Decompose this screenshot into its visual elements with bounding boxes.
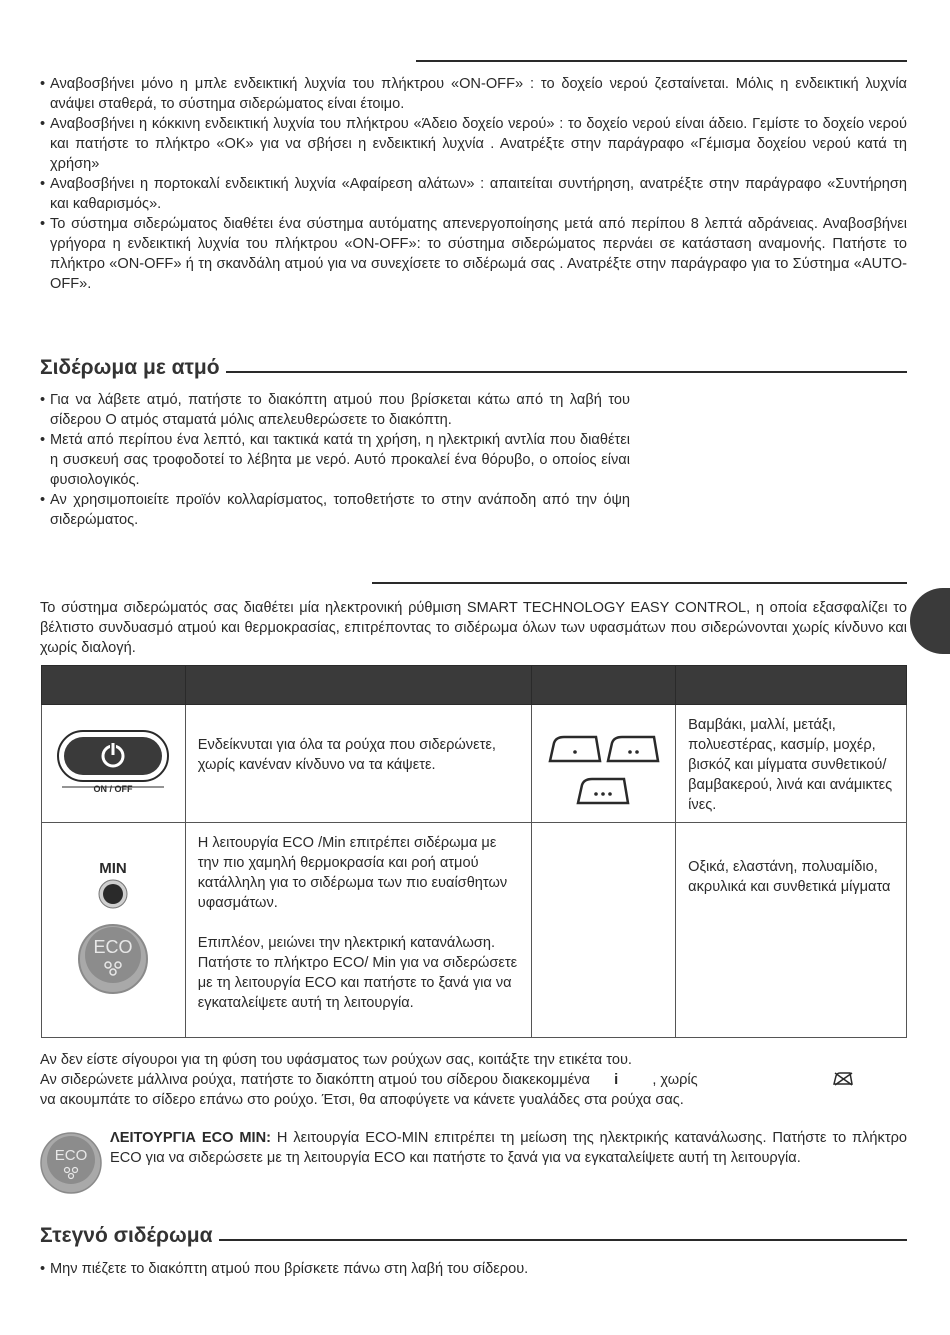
eco-label: ECO — [93, 937, 133, 957]
eco-min-label: ΛΕΙΤΟΥΡΓΙΑ ECO MIN: — [110, 1130, 271, 1146]
iron-symbols-cell — [532, 705, 676, 823]
top-section-rule — [416, 60, 907, 62]
table-header-cell — [42, 666, 186, 705]
mode-description-cell — [185, 823, 532, 1038]
heading-rule — [219, 1239, 907, 1241]
steam-ironing-heading — [40, 356, 907, 380]
min-eco-icon-cell — [42, 823, 186, 1038]
ironing-modes-table — [41, 665, 907, 1038]
chapter-tab — [910, 588, 950, 654]
table-header-row — [42, 666, 907, 705]
dry-bullet: • Μην πιέζετε το διακόπτη ατμού που βρίσκετε πάνω στη λαβή του σίδερου. — [40, 1259, 907, 1279]
min-eco-button-icon — [64, 859, 174, 1009]
note-line-2-i: i — [614, 1072, 619, 1088]
onoff-button-icon — [56, 729, 170, 793]
row2-description-1: Η λειτουργία ECO /Min επιτρέπει σιδέρωμα με την πιο χαμηλή θερμοκρασία και ροή ατμού κατάλληλη για το σιδέρωμα των πιο ευαίσθητων υφασμάτων. — [197, 835, 508, 911]
heading-rule — [226, 371, 907, 373]
dry-ironing-title: Στεγνό σιδέρωμα — [40, 1224, 213, 1247]
steam-ironing-title: Σιδέρωμα με ατμό — [40, 356, 220, 379]
note-line-1: Αν δεν είστε σίγουροι για τη φύση του υφάσματος των ρούχων σας, κοιτάξτε την ετικέτα του. — [40, 1052, 632, 1068]
status-bullet: • Αναβοσβήνει η πορτοκαλί ενδεικτική λυχνία «Αφαίρεση αλάτων» : απαιτείται συντήρηση, ανατρέξτε στην παράγραφο «Συντήρηση και καθαρισμός». — [40, 174, 907, 214]
table-header-cell — [532, 666, 676, 705]
eco-min-description: Η λειτουργία ECO-MIN επιτρέπει τη μείωση της ηλεκτρικής κατανάλωσης. Πατήστε το πλήκτρο ECO για να σιδερώσετε με τη λειτουργία ECO και πατήστε το ξανά για να εγκαταλείψετε αυτή τη λειτουργία. — [110, 1130, 907, 1166]
smart-tech-intro: Το σύστημα σιδερώματός σας διαθέτει μία ηλεκτρονική ρύθμιση SMART TECHNOLOGY EASY CONTROL, η οποία εξασφαλίζει το βέλτιστο συνδυασμό ατμού και θερμοκρασίας, επιτρέποντας το σιδέρωμα όλων των υφασμάτων που σιδερώνονται χωρίς κίνδυνο και χωρίς διαλογή. — [40, 600, 907, 656]
eco-icon-label: ECO — [54, 1147, 88, 1164]
note-line-2-tail: , χωρίς — [652, 1072, 698, 1088]
mode-description-cell — [185, 705, 532, 823]
table-header-cell — [676, 666, 907, 705]
eco-icon — [40, 1132, 102, 1194]
table-row — [42, 823, 907, 1038]
eco-min-note — [40, 1128, 907, 1168]
steam-bullet: • Αν χρησιμοποιείτε προϊόν κολλαρίσματος, τοποθετήστε το στην ανάποδη από την όψη σιδερώματος. — [40, 490, 630, 530]
eco-min-text — [110, 1128, 907, 1168]
row1-fabrics: Βαμβάκι, μαλλί, μετάξι, πολυεστέρας, κασμίρ, μοχέρ, βισκόζ και μίγματα συνθετικού/βαμβακερού, λινά και ανάμικτες ίνες. — [688, 717, 893, 813]
steam-bullet: • Για να λάβετε ατμό, πατήστε το διακόπτη ατμού που βρίσκεται κάτω από τη λαβή του σίδερου Ο ατμός σταματά μόλις απελευθερώσετε το διακόπτη. — [40, 390, 630, 430]
note-line-3: να ακουμπάτε το σίδερο επάνω στο ρούχο. Έτσι, θα αποφύγετε να κάνετε γυαλάδες στα ρούχα σας. — [40, 1092, 684, 1108]
row2-description-2: Επιπλέον, μειώνει την ηλεκτρική κατανάλωση. Πατήστε το πλήκτρο ECO/ Min για να σιδερώσετε με τη λειτουργία ECO και πατήστε το ξανά για να εγκαταλείψετε αυτή τη λειτουργία. — [197, 935, 518, 1011]
status-bullet: • Αναβοσβήνει μόνο η μπλε ενδεικτική λυχνία του πλήκτρου «ON-OFF» : το δοχείο νερού ζεσταίνεται. Μόλις η ενδεικτική λυχνία ανάψει σταθερά, το σύστημα σιδερώματος είναι έτοιμο. — [40, 74, 907, 114]
dry-bullet-list — [40, 1259, 907, 1279]
fabric-types-cell — [676, 823, 907, 1038]
fabric-types-cell — [676, 705, 907, 823]
steam-bullet-list — [40, 390, 630, 530]
note-line-2-text: Αν σιδερώνετε μάλλινα ρούχα, πατήστε το διακόπτη ατμού του σίδερου διακεκομμένα — [40, 1072, 590, 1088]
status-bullet: • Αναβοσβήνει η κόκκινη ενδεικτική λυχνία του πλήκτρου «Άδειο δοχείο νερού» : το δοχείο νερού είναι άδειο. Γεμίστε το δοχείο νερού και πατήστε το πλήκτρο «OK» για να σβήσει η ενδεικτική λυχνία . Ανατρέξτε στην παράγραφο «Γέμισμα δοχείου νερού κατά τη χρήση» — [40, 114, 907, 174]
row1-description: Ενδείκνυται για όλα τα ρούχα που σιδερώνετε, χωρίς κανέναν κίνδυνο να τα κάψετε. — [197, 737, 496, 773]
fabric-notes — [40, 1050, 907, 1110]
onoff-icon-cell — [42, 705, 186, 823]
steam-bullet: • Μετά από περίπου ένα λεπτό, και τακτικά κατά τη χρήση, η ηλεκτρική αντλία που διαθέτει η συσκευή σας τροφοδοτεί το λέβητα με νερό. Αυτό προκαλεί ένα θόρυβο, ο οποίος είναι φυσιολογικός. — [40, 430, 630, 490]
status-bullet: • Το σύστημα σιδερώματος διαθέτει ένα σύστημα αυτόματης απενεργοποίησης μετά από περίπου 8 λεπτά αδράνειας. Αναβοσβήνει γρήγορα η ενδεικτική λυχνία του πλήκτρου «ON-OFF»: το σύστημα σιδερώματος περνάει σε κατάσταση αναμονής. Πατήστε το πλήκτρο «ON-OFF» ή τη σκανδάλη ατμού για να συνεχίσετε το σιδέρωμά σας . Ανατρέξτε στην παράγραφο για το Σύστημα «AUTO-OFF». — [40, 214, 907, 294]
status-bullet-list — [40, 74, 907, 294]
row2-fabrics: Οξικά, ελαστάνη, πολυαμίδιο, ακρυλικά και συνθετικά μίγματα — [688, 859, 891, 895]
min-label: MIN — [99, 860, 127, 877]
onoff-label: ON / OFF — [93, 784, 133, 793]
table-row — [42, 705, 907, 823]
dry-ironing-heading — [40, 1224, 907, 1248]
note-line-2 — [40, 1070, 907, 1090]
iron-temperature-icons — [544, 725, 664, 810]
table-header-cell — [185, 666, 532, 705]
smart-tech-rule — [372, 582, 907, 584]
no-steam-icon — [833, 1072, 853, 1086]
iron-symbols-cell-empty — [532, 823, 676, 1038]
